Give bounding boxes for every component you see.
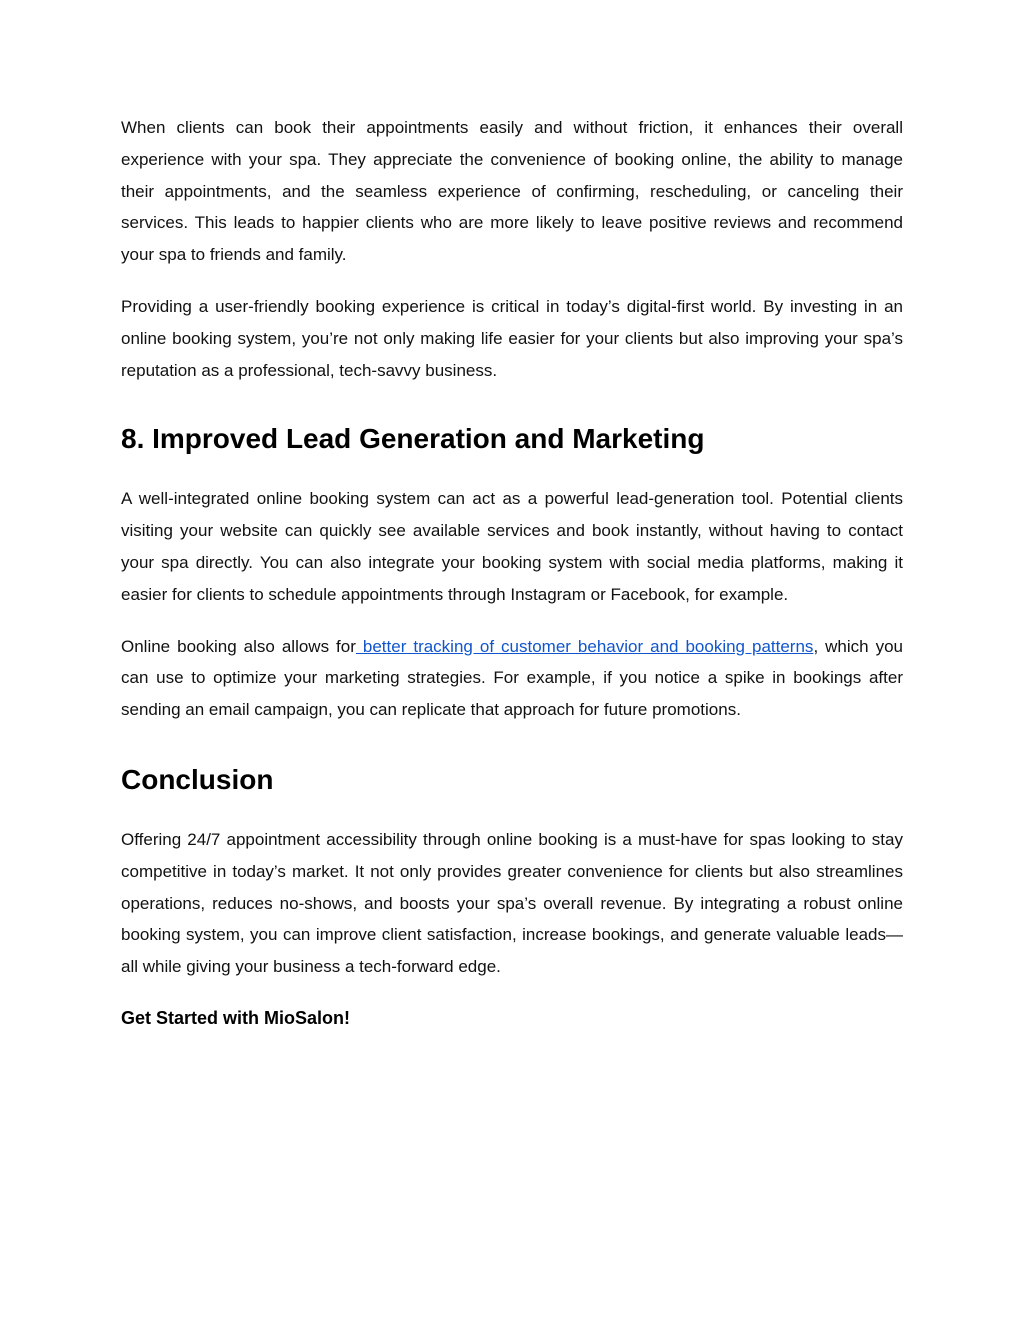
tracking-text-before-link: Online booking also allows for — [121, 636, 356, 656]
intro-paragraph-client-experience: When clients can book their appointments easily and without friction, it enhances their overall experience with your spa. They appreciate the convenience of booking online, the ability to manage their appointments, and the seamless experience of confirming, rescheduling, or canceling their services. This leads to happier clients who are more likely to leave positive reviews and recommend your spa to friends and family. — [121, 118, 903, 265]
customer-behavior-tracking-link[interactable]: better tracking of customer behavior and booking patterns — [355, 636, 814, 656]
get-started-cta-text: Get Started with MioSalon! — [121, 1007, 351, 1028]
conclusion-paragraph: Offering 24/7 appointment accessibility through online booking is a must-have for spas looking to stay competitive in today’s market. It not only provides greater convenience for clients but also streamlines operations, reduces no-shows, and boosts your spa’s overall revenue. By integrating a robust online booking system, you can improve client satisfaction, increase bookings, and generate valuable leads—all while giving your business a tech-forward edge. — [121, 829, 903, 977]
section-heading-conclusion: Conclusion — [121, 763, 274, 795]
document-page — [121, 112, 903, 1034]
intro-paragraph-user-friendly-booking: Providing a user-friendly booking experience is critical in today’s digital-first world. By investing in an online booking system, you’re not only making life easier for your clients but also improving your spa’s reputation as a professional, tech-savvy business. — [121, 296, 903, 380]
lead-gen-paragraph-integration: A well-integrated online booking system can act as a powerful lead-generation tool. Potential clients visiting your website can quickly see available services and book instantly, without having to contact your spa directly. You can also integrate your booking system with social media platforms, making it easier for clients to schedule appointments through Instagram or Facebook, for example. — [121, 489, 903, 604]
lead-gen-paragraph-tracking — [121, 631, 903, 726]
section-heading-lead-generation: 8. Improved Lead Generation and Marketing — [121, 423, 705, 455]
tracking-text-after-link: , which you can use to optimize your marketing strategies. For example, if you notice a spike in bookings after sending an email campaign, you can replicate that approach for future promotions. — [121, 636, 904, 720]
